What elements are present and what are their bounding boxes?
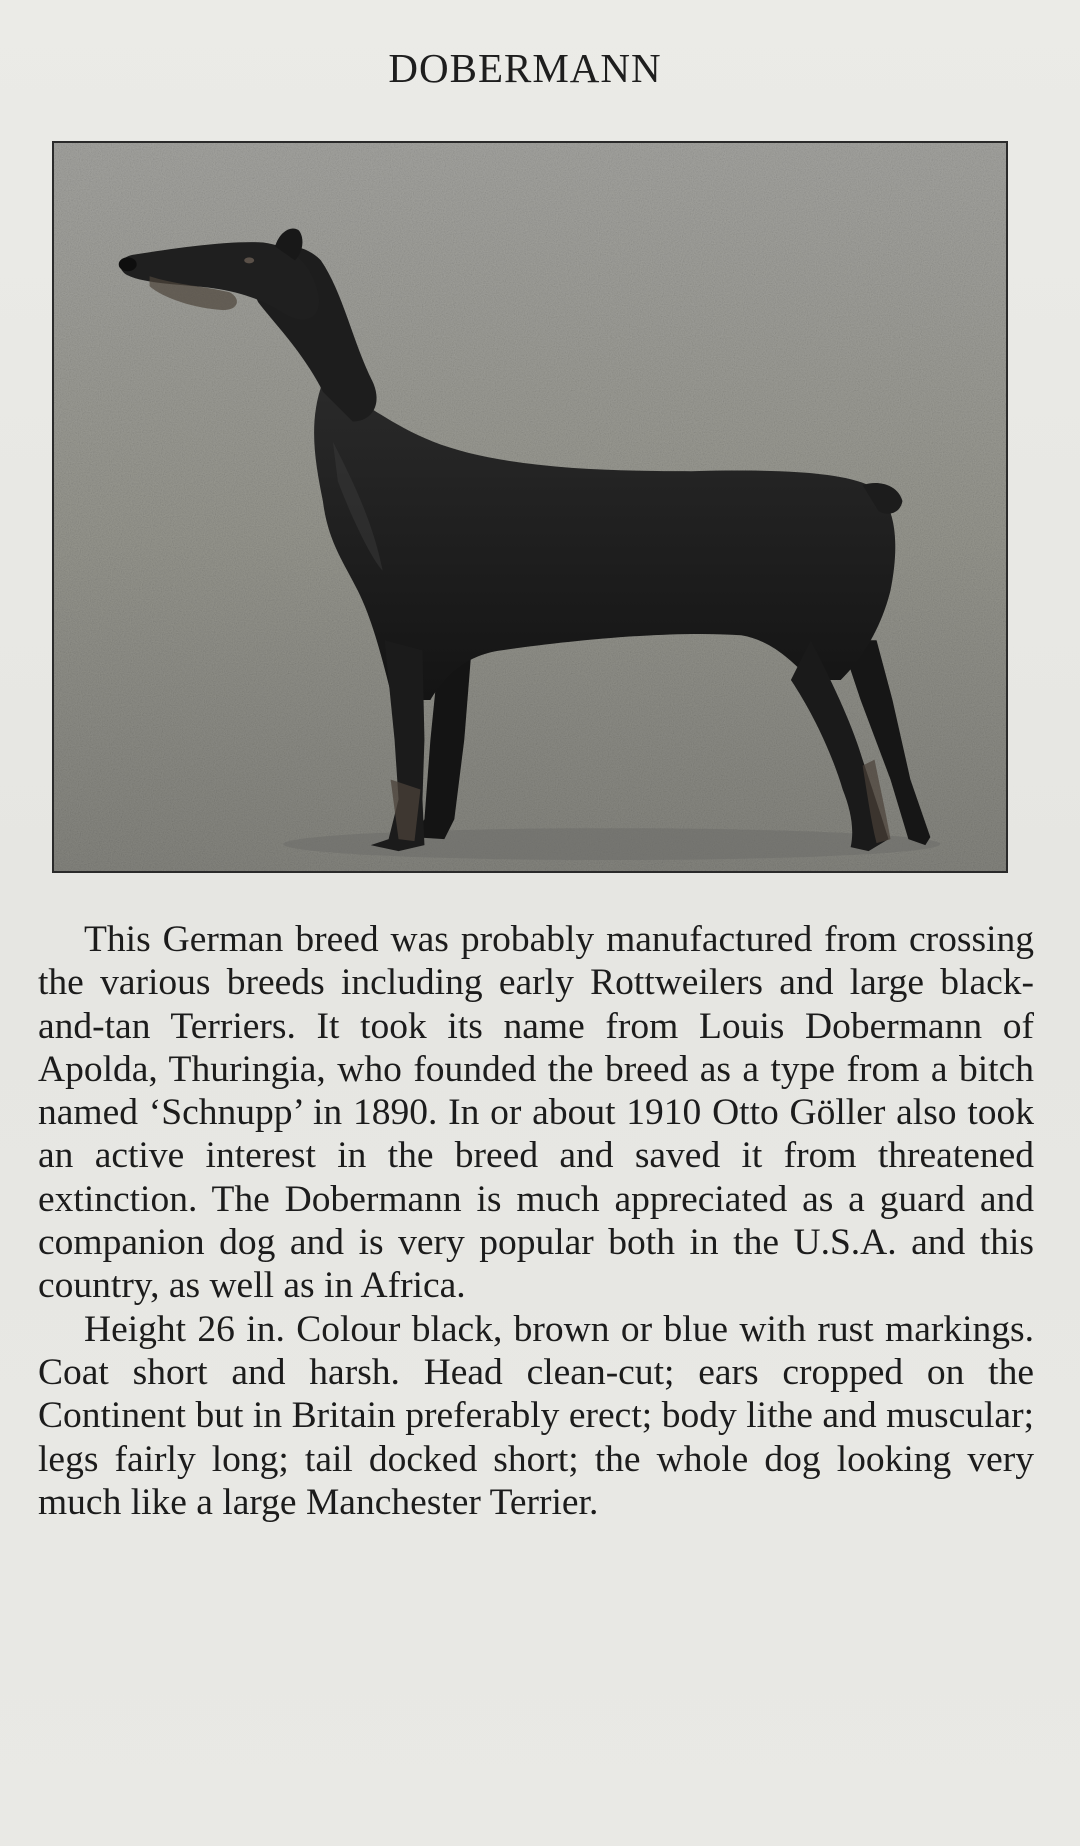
dobermann-photo-illustration	[54, 143, 1006, 871]
dog-photograph	[52, 141, 1008, 873]
page-title: DOBERMANN	[388, 45, 662, 91]
history-paragraph: This German breed was probably manufactured from crossing the various breeds including early Rottweilers and large black-and-tan Terriers. It took its name from Louis Dobermann of Apolda, Thuringia, who founded the breed as a type from a bitch named ‘Schnupp’ in 1890. In or about 1910 Otto Göller also took an active interest in the breed and saved it from threatened extinction. The Dobermann is much appreciated as a guard and companion dog and is very popular both in the U.S.A. and this country, as well as in Africa.	[38, 919, 1034, 1307]
breed-description	[38, 918, 1034, 1524]
dog-nose	[119, 257, 137, 271]
dog-eye	[244, 257, 254, 263]
standard-paragraph: Height 26 in. Colour black, brown or blue with rust markings. Coat short and harsh. Head clean-cut; ears cropped on the Continent but in Britain preferably erect; body lithe and muscular; legs fairly long; tail docked short; the whole dog looking very much like a large Manchester Terrier.	[38, 1308, 1034, 1523]
